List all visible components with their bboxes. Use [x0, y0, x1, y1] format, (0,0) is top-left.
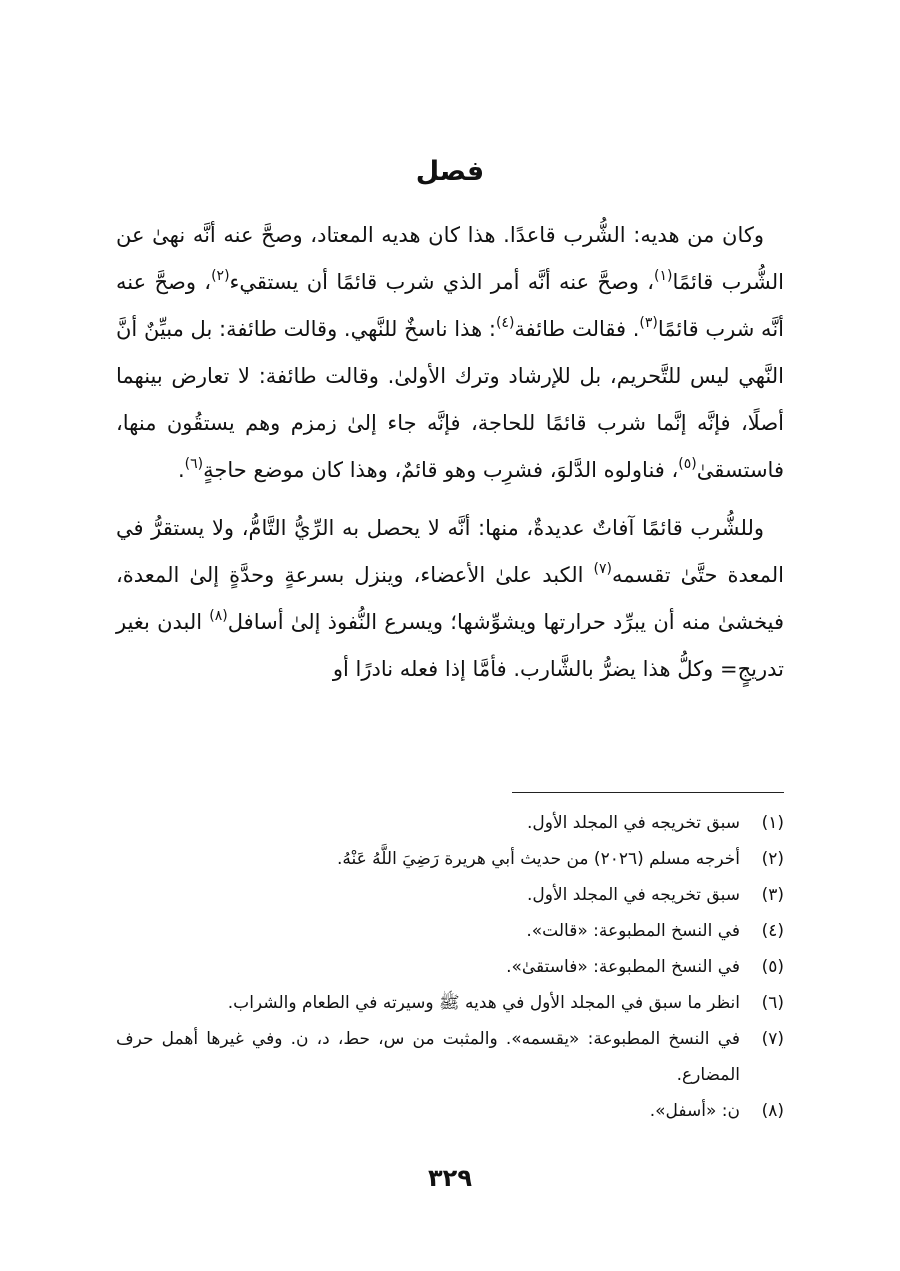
text-run: ، وصحَّ عنه أنَّه شرب قائمًا [116, 270, 784, 341]
footnote-text: في النسخ المطبوعة: «قالت». [526, 921, 740, 941]
text-run: وللشُّرب قائمًا آفاتٌ عديدةٌ، منها: أنَّه لا يحصل به الرِّيُّ التَّامُّ، ولا يستقرُّ في المعدة حتَّىٰ تقسمه [116, 516, 785, 587]
section-title: فصل [415, 156, 485, 187]
paragraph [116, 212, 784, 494]
footnote-text: في النسخ المطبوعة: «فاستقىٰ». [506, 957, 740, 977]
footnote [116, 805, 784, 841]
footnote-marker: (١) [654, 268, 673, 284]
footnote [116, 985, 784, 1021]
text-run: وكان من هديه: الشُّرب قاعدًا. هذا كان هديه المعتاد، وصحَّ عنه أنَّه نهىٰ عن الشُّرب قائمًا [116, 223, 784, 294]
footnote-number: (٥) [761, 957, 784, 977]
footnote-number: (١) [761, 813, 784, 833]
footnote [116, 949, 784, 985]
footnote-separator [512, 792, 784, 793]
footnote-text: سبق تخريجه في المجلد الأول. [526, 813, 740, 833]
text-run: الكبد علىٰ الأعضاء، وينزل بسرعةٍ وحدَّةٍ إلىٰ المعدة، فيخشىٰ منه أن يبرِّد حرارتها ويشوِّشها؛ ويسرع النُّفوذ إلىٰ أسافل [116, 563, 784, 634]
footnote-text: أخرجه مسلم (٢٠٢٦) من حديث أبي هريرة رَضِيَ اللَّهُ عَنْهُ. [336, 849, 740, 869]
footnote [116, 1093, 784, 1129]
footnote-marker: (٦) [184, 456, 204, 472]
footnote [116, 841, 784, 877]
footnote [116, 913, 784, 949]
footnote-text: سبق تخريجه في المجلد الأول. [526, 885, 740, 905]
footnote [116, 877, 784, 913]
footnote-text: انظر ما سبق في المجلد الأول في هديه ﷺ وسيرته في الطعام والشراب. [227, 993, 740, 1013]
page-number: ٣٢٩ [428, 1164, 472, 1192]
paragraph [116, 505, 784, 693]
footnote-marker: (٣) [639, 315, 658, 331]
text-run: . [177, 458, 185, 482]
footnote-marker: (٨) [209, 608, 228, 624]
footnote-number: (٦) [761, 993, 784, 1013]
text-run: : هذا ناسخٌ للنَّهي. وقالت طائفة: بل مبيِّنٌ أنَّ النَّهي ليس للتَّحريم، بل للإرشاد وترك الأولىٰ. وقالت طائفة: لا تعارض بينهما أصلًا، فإنَّه إنَّما شرب قائمًا للحاجة، فإنَّه جاء إلىٰ زمزم وهم يستقُون منها، فاستسقىٰ [116, 317, 784, 482]
footnote-number: (٣) [761, 885, 784, 905]
footnote [116, 1021, 784, 1093]
footnote-text: ن: «أسفل». [649, 1101, 740, 1121]
text-run: ، وصحَّ عنه أنَّه أمر الذي شرب قائمًا أن يستقيء [229, 270, 655, 294]
main-text [116, 212, 784, 704]
text-run: . فقالت طائفة [514, 317, 640, 341]
footnote-number: (٧) [761, 1029, 784, 1049]
footnote-marker: (٤) [495, 315, 515, 331]
footnote-marker: (٥) [678, 456, 697, 472]
footnote-marker: (٢) [211, 268, 230, 284]
footnote-number: (٢) [761, 849, 784, 869]
text-run: البدن بغير تدريجٍ= وكلُّ هذا يضرُّ بالشَّارب. فأمَّا إذا فعله نادرًا أو [116, 610, 784, 681]
text-run: ، فناولوه الدَّلوَ، فشرِب وهو قائمٌ، وهذا كان موضع حاجةٍ [203, 458, 679, 482]
footnote-number: (٨) [761, 1101, 784, 1121]
footnote-number: (٤) [761, 921, 784, 941]
footnote-text: في النسخ المطبوعة: «يقسمه». والمثبت من س، حط، د، ن. وفي غيرها أهمل حرف المضارع. [116, 1029, 740, 1085]
footnotes-list [116, 805, 784, 1129]
footnote-marker: (٧) [593, 561, 612, 577]
